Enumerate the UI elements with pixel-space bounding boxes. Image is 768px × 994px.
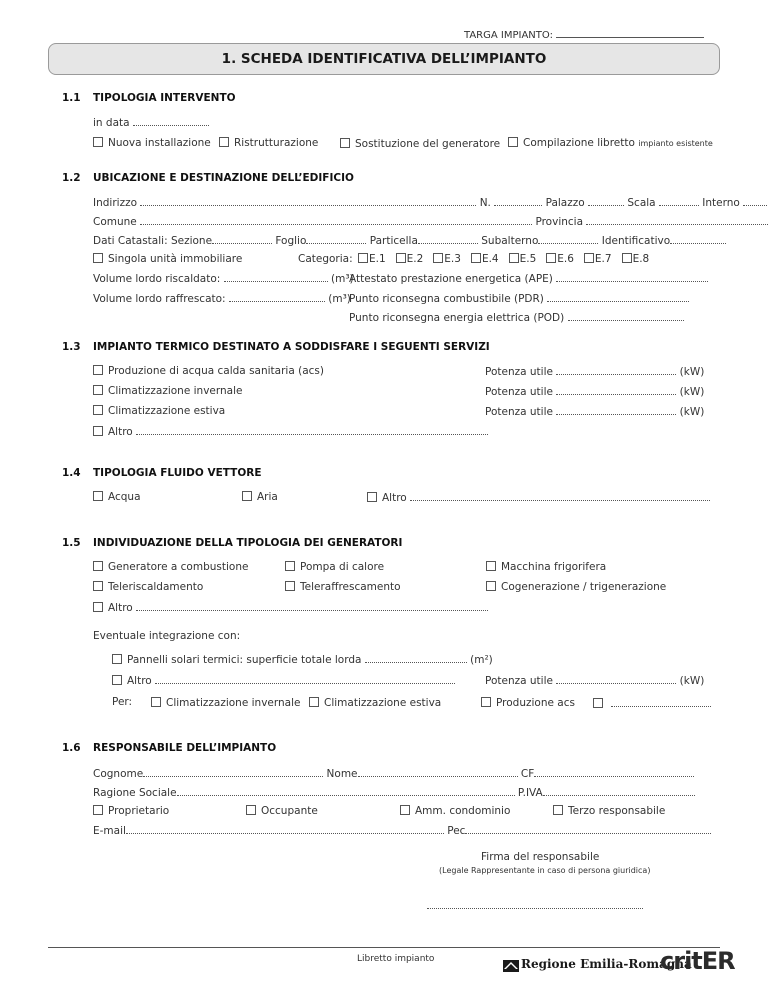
checkbox[interactable] <box>593 698 603 708</box>
targa-label: TARGA IMPIANTO: <box>464 30 553 41</box>
vol-raff-field[interactable] <box>229 292 325 302</box>
option-acqua[interactable]: Acqua <box>93 491 141 503</box>
option-terzo[interactable]: Terzo responsabile <box>553 805 665 817</box>
checkbox[interactable] <box>400 805 410 815</box>
footer-divider <box>48 947 720 948</box>
checkbox[interactable] <box>396 253 406 263</box>
potenza-acs-field[interactable] <box>556 365 676 375</box>
particella-field[interactable] <box>418 234 478 244</box>
checkbox[interactable] <box>93 805 103 815</box>
checkbox[interactable] <box>471 253 481 263</box>
option-sostituzione[interactable]: Sostituzione del generatore <box>340 138 500 150</box>
section-number: 1.5 <box>62 537 81 549</box>
checkbox[interactable] <box>509 253 519 263</box>
categoria-row: Categoria: E.1 E.2 E.3 E.4 E.5 E.6 E.7 E.8 <box>298 253 650 265</box>
checkbox[interactable] <box>93 405 103 415</box>
cognome-field[interactable] <box>143 767 323 777</box>
option-occupante[interactable]: Occupante <box>246 805 318 817</box>
option-aria[interactable]: Aria <box>242 491 278 503</box>
per-altro-field[interactable] <box>611 697 711 707</box>
potenza-est-field[interactable] <box>556 405 676 415</box>
foglio-field[interactable] <box>306 234 366 244</box>
checkbox[interactable] <box>367 492 377 502</box>
option-teleraff[interactable]: Teleraffrescamento <box>285 581 401 593</box>
section-title: INDIVIDUAZIONE DELLA TIPOLOGIA DEI GENERATORI <box>93 537 403 549</box>
checkbox[interactable] <box>93 365 103 375</box>
in-data-label: in data <box>93 117 130 129</box>
ragione-field[interactable] <box>177 786 515 796</box>
interno-field[interactable] <box>743 196 768 206</box>
firma-field[interactable] <box>427 899 643 909</box>
criter-logo: critER <box>660 947 735 975</box>
section-number: 1.1 <box>62 92 81 104</box>
option-nuova[interactable]: Nuova installazione <box>93 137 211 149</box>
option-proprietario[interactable]: Proprietario <box>93 805 169 817</box>
checkbox[interactable] <box>112 654 122 664</box>
logo-rer-text: Regione Emilia-Romagna <box>521 957 692 971</box>
piva-field[interactable] <box>543 786 695 796</box>
checkbox[interactable] <box>433 253 443 263</box>
section-number: 1.4 <box>62 467 81 479</box>
pod-field[interactable] <box>568 311 684 321</box>
section-number: 1.3 <box>62 341 81 353</box>
sezione-field[interactable] <box>212 234 272 244</box>
footer-libretto: Libretto impianto <box>357 954 435 964</box>
nome-field[interactable] <box>358 767 518 777</box>
option-singola[interactable]: Singola unità immobiliare <box>93 253 242 265</box>
altro-integ-field[interactable] <box>155 674 455 684</box>
checkbox[interactable] <box>508 137 518 147</box>
section-title: UBICAZIONE E DESTINAZIONE DELL’EDIFICIO <box>93 172 354 184</box>
firma-label: Firma del responsabile <box>481 851 600 863</box>
indirizzo-field[interactable] <box>140 196 476 206</box>
firma-sublabel: (Legale Rappresentante in caso di persona giuridica) <box>439 866 651 875</box>
checkbox[interactable] <box>309 697 319 707</box>
checkbox[interactable] <box>93 137 103 147</box>
option-altro[interactable]: Altro <box>93 425 488 438</box>
checkbox[interactable] <box>584 253 594 263</box>
checkbox[interactable] <box>486 561 496 571</box>
option-per-est[interactable]: Climatizzazione estiva <box>309 697 441 709</box>
vol-risc-field[interactable] <box>224 272 328 282</box>
comune-field[interactable] <box>140 215 532 225</box>
targa-field[interactable] <box>556 28 704 38</box>
categoria-option[interactable]: E.2 <box>396 253 424 265</box>
option-macchina[interactable]: Macchina frigorifera <box>486 561 606 573</box>
checkbox[interactable] <box>93 581 103 591</box>
option-acs[interactable]: Produzione di acqua calda sanitaria (acs) <box>93 365 324 377</box>
page-title: 1. SCHEDA IDENTIFICATIVA DELL’IMPIANTO <box>48 43 720 75</box>
section-title: TIPOLOGIA FLUIDO VETTORE <box>93 467 262 479</box>
section-title: RESPONSABILE DELL’IMPIANTO <box>93 742 277 754</box>
checkbox[interactable] <box>553 805 563 815</box>
section-number: 1.6 <box>62 742 81 754</box>
categoria-option[interactable]: E.7 <box>584 253 612 265</box>
checkbox[interactable] <box>93 385 103 395</box>
checkbox[interactable] <box>340 138 350 148</box>
pec-field[interactable] <box>465 824 711 834</box>
checkbox[interactable] <box>246 805 256 815</box>
checkbox[interactable] <box>358 253 368 263</box>
numero-field[interactable] <box>494 196 542 206</box>
categoria-option[interactable]: E.6 <box>546 253 574 265</box>
checkbox[interactable] <box>93 491 103 501</box>
altro-gen-field[interactable] <box>136 601 488 611</box>
email-field[interactable] <box>126 824 444 834</box>
palazzo-field[interactable] <box>588 196 624 206</box>
integrazione-label: Eventuale integrazione con: <box>93 630 241 642</box>
superficie-field[interactable] <box>365 653 467 663</box>
altro-fluido-field[interactable] <box>410 491 710 501</box>
identificativo-field[interactable] <box>670 234 726 244</box>
option-per-inv[interactable]: Climatizzazione invernale <box>151 697 300 709</box>
checkbox[interactable] <box>151 697 161 707</box>
per-label: Per: <box>112 696 133 708</box>
option-telerisc[interactable]: Teleriscaldamento <box>93 581 203 593</box>
pdr-field[interactable] <box>547 292 689 302</box>
option-altro-gen[interactable]: Altro <box>93 601 488 614</box>
option-compilazione[interactable]: Compilazione libretto impianto esistente <box>508 137 713 149</box>
option-amm[interactable]: Amm. condominio <box>400 805 510 817</box>
checkbox[interactable] <box>93 561 103 571</box>
in-data-field[interactable] <box>133 116 209 126</box>
checkbox[interactable] <box>93 426 103 436</box>
potenza-inv-field[interactable] <box>556 385 676 395</box>
indirizzo-label: Indirizzo <box>93 197 138 209</box>
checkbox[interactable] <box>285 561 295 571</box>
section-number: 1.2 <box>62 172 81 184</box>
option-altro-fluido[interactable]: Altro <box>367 491 710 504</box>
checkbox[interactable] <box>93 602 103 612</box>
ape-field[interactable] <box>556 272 708 282</box>
categoria-option[interactable]: E.8 <box>622 253 650 265</box>
option-ristrutturazione[interactable]: Ristrutturazione <box>219 137 318 149</box>
altro-field[interactable] <box>136 425 488 435</box>
checkbox[interactable] <box>112 675 122 685</box>
provincia-field[interactable] <box>586 215 768 225</box>
cf-field[interactable] <box>534 767 694 777</box>
option-cogen[interactable]: Cogenerazione / trigenerazione <box>486 581 666 593</box>
checkbox[interactable] <box>481 697 491 707</box>
section-title: IMPIANTO TERMICO DESTINATO A SODDISFARE I SEGUENTI SERVIZI <box>93 341 490 353</box>
checkbox[interactable] <box>242 491 252 501</box>
checkbox[interactable] <box>93 253 103 263</box>
option-pompa[interactable]: Pompa di calore <box>285 561 384 573</box>
section-title: TIPOLOGIA INTERVENTO <box>93 92 236 104</box>
subalterno-field[interactable] <box>538 234 598 244</box>
checkbox[interactable] <box>285 581 295 591</box>
checkbox[interactable] <box>622 253 632 263</box>
option-estiva[interactable]: Climatizzazione estiva <box>93 405 225 417</box>
scala-field[interactable] <box>659 196 699 206</box>
option-per-altro[interactable] <box>593 697 711 710</box>
checkbox[interactable] <box>546 253 556 263</box>
categoria-option[interactable]: E.1 <box>358 253 386 265</box>
potenza-integ-field[interactable] <box>556 674 676 684</box>
checkbox[interactable] <box>219 137 229 147</box>
option-gen-comb[interactable]: Generatore a combustione <box>93 561 248 573</box>
checkbox[interactable] <box>486 581 496 591</box>
option-per-acs[interactable]: Produzione acs <box>481 697 575 709</box>
categoria-option[interactable]: E.5 <box>509 253 537 265</box>
option-pannelli[interactable]: Pannelli solari termici: superficie totale lorda (m²) <box>112 653 493 666</box>
comune-label: Comune <box>93 216 137 228</box>
categoria-option[interactable]: E.4 <box>471 253 499 265</box>
option-altro-integ[interactable]: Altro <box>112 674 455 687</box>
categoria-option[interactable]: E.3 <box>433 253 461 265</box>
option-invernale[interactable]: Climatizzazione invernale <box>93 385 242 397</box>
